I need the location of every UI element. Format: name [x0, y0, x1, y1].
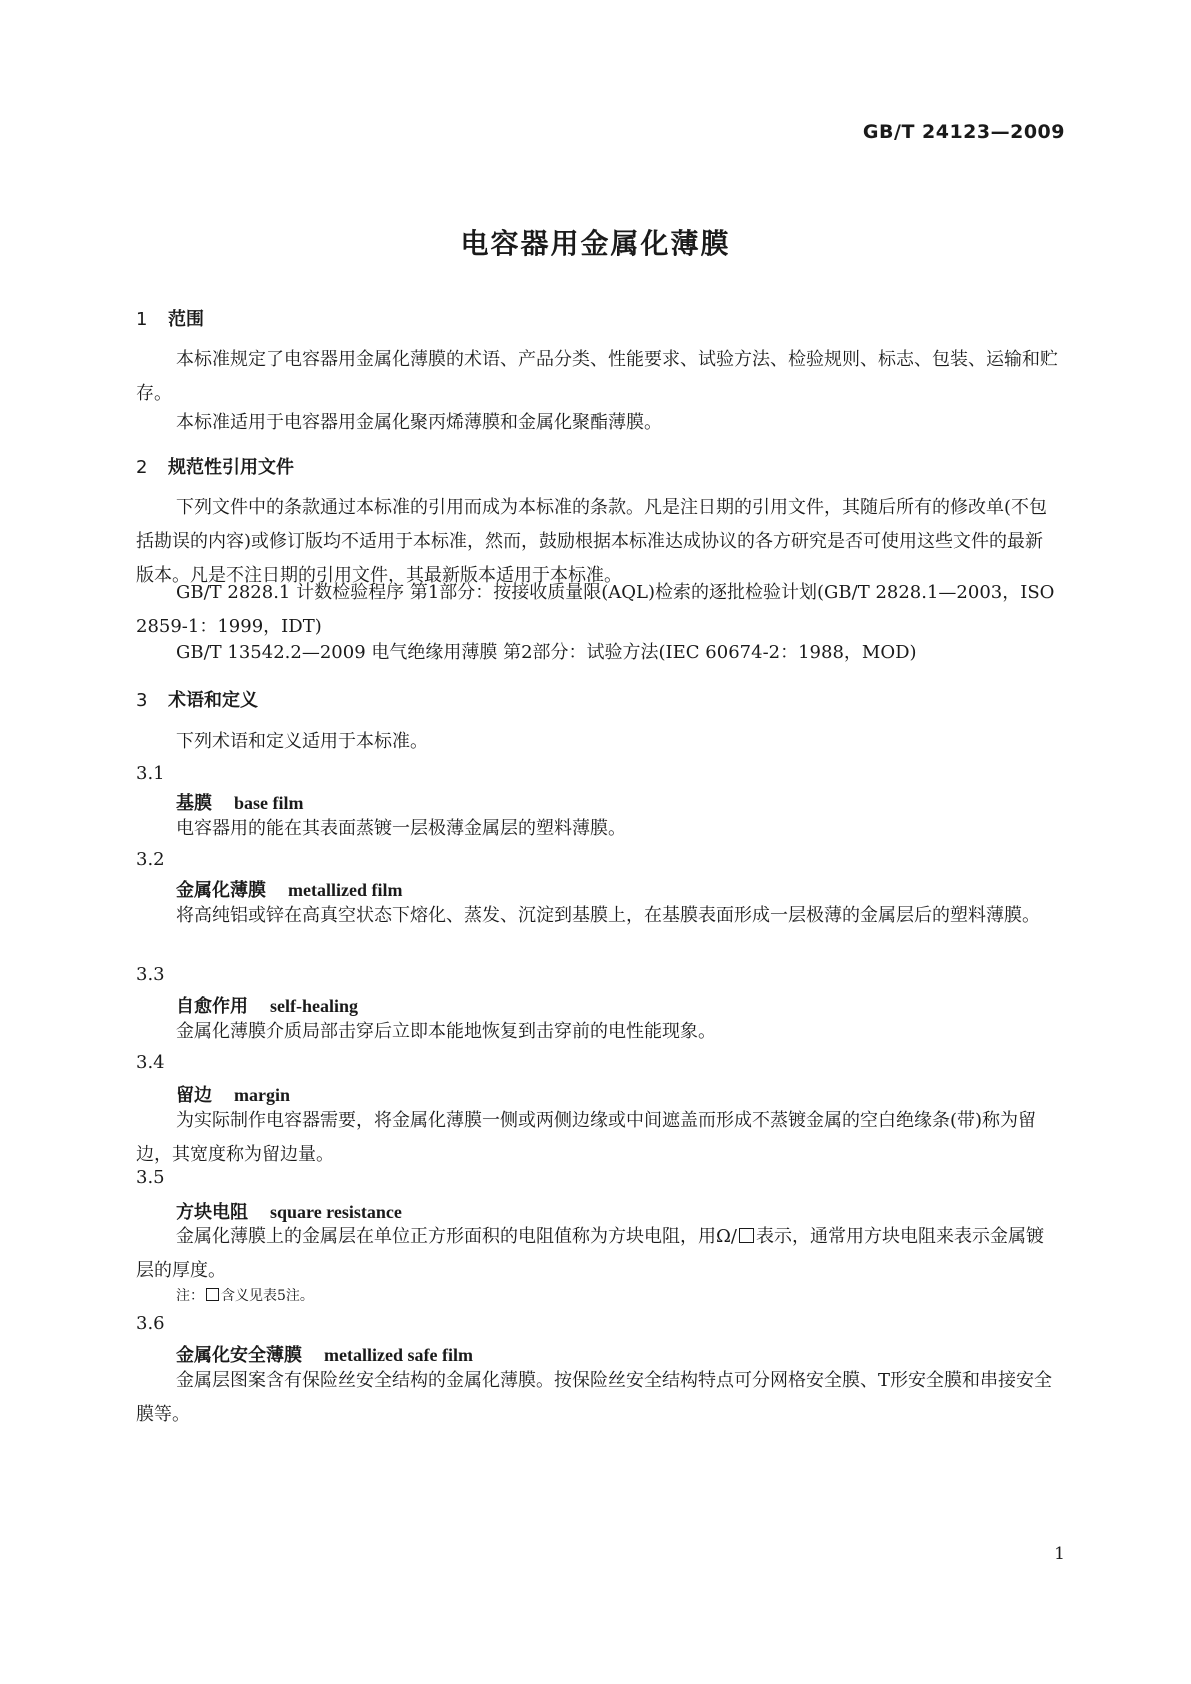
- note-text: 含义见表5注。: [221, 1288, 314, 1304]
- term-zh: 留边: [176, 1085, 212, 1106]
- term-zh: 金属化安全薄膜: [176, 1345, 302, 1366]
- term-definition: 将高纯铝或锌在高真空状态下熔化、蒸发、沉淀到基膜上，在基膜表面形成一层极薄的金属层后的塑料薄膜。: [176, 905, 1040, 926]
- term-definition: 金属层图案含有保险丝安全结构的金属化薄膜。按保险丝安全结构特点可分网格安全膜、T形安全膜和串接安全膜等。: [136, 1370, 1053, 1425]
- reference-1: GB/T 2828.1 计数检验程序 第1部分：按接收质量限(AQL)检索的逐批检验计划(GB/T 2828.1—2003，ISO 2859-1：1999，IDT): [136, 582, 1055, 637]
- section-title: 术语和定义: [168, 690, 258, 711]
- term-zh: 自愈作用: [176, 996, 248, 1017]
- term-number: 3.3: [136, 964, 165, 985]
- page-number: 1: [1054, 1544, 1065, 1564]
- standard-number: GB/T 24123—2009: [862, 121, 1065, 143]
- section-number: 2: [136, 457, 148, 478]
- term-number: 3.5: [136, 1167, 165, 1188]
- document-title: 电容器用金属化薄膜: [460, 227, 731, 260]
- term-definition: [136, 1220, 1061, 1288]
- term-definition: 为实际制作电容器需要，将金属化薄膜一侧或两侧边缘或中间遮盖而形成不蒸镀金属的空白绝缘条(带)称为留边，其宽度称为留边量。: [136, 1110, 1037, 1165]
- note: [176, 1285, 314, 1305]
- section-3-heading: [136, 686, 258, 712]
- term-number: 3.6: [136, 1313, 165, 1334]
- section-title: 规范性引用文件: [168, 457, 294, 478]
- section-3-intro: 下列术语和定义适用于本标准。: [176, 731, 428, 752]
- term-number: 3.1: [136, 763, 165, 784]
- term-en: margin: [234, 1085, 290, 1105]
- term-zh: 金属化薄膜: [176, 880, 266, 901]
- section-number: 3: [136, 690, 148, 711]
- square-symbol-icon: [739, 1228, 754, 1243]
- term-en: metallized film: [288, 880, 403, 900]
- term-en: square resistance: [270, 1202, 402, 1222]
- definition-text: 金属化薄膜上的金属层在单位正方形面积的电阻值称为方块电阻，用Ω/: [176, 1226, 737, 1247]
- section-1-para-1: 本标准规定了电容器用金属化薄膜的术语、产品分类、性能要求、试验方法、检验规则、标志、包装、运输和贮存。: [136, 349, 1058, 404]
- term-zh: 方块电阻: [176, 1202, 248, 1223]
- term-en: metallized safe film: [324, 1345, 473, 1365]
- square-symbol-icon: [206, 1288, 219, 1301]
- term-definition: 金属化薄膜介质局部击穿后立即本能地恢复到击穿前的电性能现象。: [176, 1021, 716, 1042]
- definition-text: 表示，通常用方块电阻来表示金属镀层的厚度。: [136, 1226, 1044, 1281]
- term-en: base film: [234, 793, 304, 813]
- term-number: 3.2: [136, 849, 165, 870]
- reference-2: GB/T 13542.2—2009 电气绝缘用薄膜 第2部分：试验方法(IEC 60674-2：1988，MOD): [176, 642, 917, 663]
- term-en: self-healing: [270, 996, 358, 1016]
- term-definition: 电容器用的能在其表面蒸镀一层极薄金属层的塑料薄膜。: [176, 818, 626, 839]
- section-1-heading: [136, 305, 204, 331]
- section-2-para-1: 下列文件中的条款通过本标准的引用而成为本标准的条款。凡是注日期的引用文件，其随后所有的修改单(不包括勘误的内容)或修订版均不适用于本标准，然而，鼓励根据本标准达成协议的各方研究是否可使用这些文件的最新版本。凡是不注日期的引用文件，其最新版本适用于本标准。: [136, 497, 1048, 586]
- section-title: 范围: [168, 309, 204, 330]
- term-number: 3.4: [136, 1052, 165, 1073]
- term-zh: 基膜: [176, 793, 212, 814]
- section-2-heading: [136, 453, 294, 479]
- section-number: 1: [136, 309, 148, 330]
- note-label: 注：: [176, 1288, 204, 1304]
- section-1-para-2: 本标准适用于电容器用金属化聚丙烯薄膜和金属化聚酯薄膜。: [176, 412, 662, 433]
